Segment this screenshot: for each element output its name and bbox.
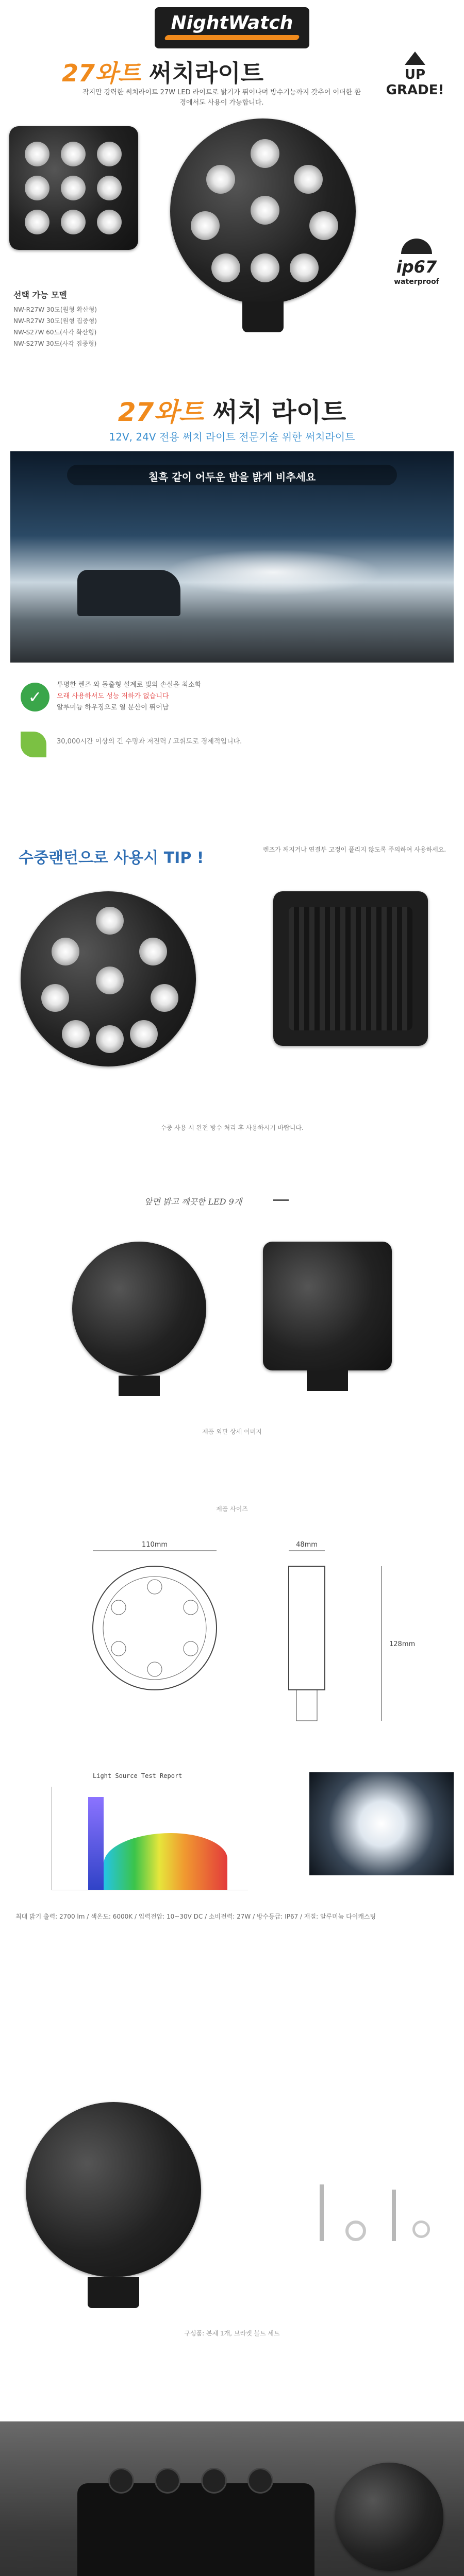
tip-caption: 수중 사용 시 완전 방수 처리 후 사용하시기 바랍니다. xyxy=(160,1124,304,1131)
led-outline xyxy=(184,1641,198,1656)
spectrum-blue-peak xyxy=(88,1797,104,1890)
dimension-drawing xyxy=(0,1525,464,1741)
logo-swoosh-icon xyxy=(164,35,300,40)
led-icon xyxy=(294,165,323,194)
vehicle-silhouette xyxy=(77,570,180,616)
side-outline xyxy=(289,1566,325,1690)
tip-heading: 수중랜턴으로 사용시 TIP ! xyxy=(19,849,204,867)
front-outline xyxy=(93,1566,217,1690)
led-icon xyxy=(97,176,122,200)
bracket-outline xyxy=(296,1690,317,1721)
gallery-square-lamp xyxy=(263,1242,392,1370)
intro-banner-photo xyxy=(10,451,454,663)
feature-1: 투명한 렌즈 와 돌출형 설계로 빛의 손실을 최소화 xyxy=(57,681,202,689)
umbrella-icon xyxy=(401,239,432,254)
mount-round-lamp xyxy=(26,2102,201,2277)
jeep-photo xyxy=(0,2421,464,2576)
led-icon xyxy=(62,1020,90,1048)
model-list xyxy=(13,304,168,349)
hero-title-accent: 27와트 xyxy=(62,59,141,87)
bolt-icon xyxy=(392,2190,396,2241)
hero-title xyxy=(62,55,330,89)
front-inner xyxy=(103,1577,206,1680)
heatsink-fins xyxy=(289,907,412,1030)
led-icon xyxy=(151,984,178,1012)
intro-note: 30,000시간 이상의 긴 수명과 저전력 / 고휘도로 경제적입니다. xyxy=(57,738,242,745)
lamp-bracket-image xyxy=(242,301,284,332)
led-icon xyxy=(251,196,279,225)
model-item: NW-S27W 60도(사각 확산형) xyxy=(13,329,97,336)
led-icon xyxy=(211,253,240,282)
gallery-handwrite: 앞면 밝고 깨끗한 LED 9개 xyxy=(144,1197,242,1207)
model-item: NW-S27W 30도(사각 집중형) xyxy=(13,340,97,347)
dimensions-section xyxy=(0,1504,464,1762)
intro-title xyxy=(0,392,464,429)
hero-desc: 작지만 강력한 써치라이트 27W LED 라이트로 밝기가 뛰어나며 방수기능까지 갖추어 어떠한 환경에서도 사용이 가능합니다. xyxy=(82,89,361,107)
upgrade-arrow-icon xyxy=(405,52,425,65)
led-icon xyxy=(251,139,279,168)
ip67-sub: waterproof xyxy=(394,278,439,286)
spectrum-section xyxy=(0,1762,464,2081)
mount-bracket xyxy=(88,2277,139,2308)
spectrum-title: Light Source Test Report xyxy=(93,1772,183,1780)
light-beam-photo xyxy=(309,1772,454,1875)
spectrum-chart xyxy=(52,1787,248,1890)
led-icon xyxy=(130,1020,158,1048)
led-icon xyxy=(25,142,49,166)
intro-title-rest: 써치 라이트 xyxy=(212,397,346,427)
mount-caption: 구성품: 본체 1개, 브라켓 볼트 세트 xyxy=(184,2330,280,2337)
led-icon xyxy=(290,253,319,282)
intro-section xyxy=(0,392,464,835)
ip67-text: ip67 xyxy=(396,257,437,277)
model-item: NW-R27W 30도(원형 확산형) xyxy=(13,306,97,313)
led-icon xyxy=(25,210,49,234)
washer-icon xyxy=(345,2221,366,2241)
led-icon xyxy=(25,176,49,200)
led-icon xyxy=(251,253,279,282)
washer-icon xyxy=(412,2221,430,2238)
led-outline xyxy=(111,1600,126,1615)
light-beam xyxy=(165,549,382,596)
gallery-section xyxy=(0,1185,464,1504)
feature-check-icon: ✓ xyxy=(21,683,49,711)
led-icon xyxy=(61,176,86,200)
feature-2: 오래 사용하셔도 성능 저하가 없습니다 xyxy=(57,692,169,700)
led-icon xyxy=(96,967,124,994)
upgrade-badge-text: UP GRADE! xyxy=(386,67,444,98)
spec-text: 최대 밝기 출력: 2700 lm / 색온도: 6000K / 입력전압: 10~30V DC / 소비전력: 27W / 방수등급: IP67 / 재질: 알루미늄 다이캐스팅 xyxy=(15,1913,376,1920)
led-outline xyxy=(111,1641,126,1656)
led-icon xyxy=(96,907,124,935)
gallery-round-lamp xyxy=(72,1242,206,1376)
led-icon xyxy=(97,210,122,234)
intro-title-accent: 27와트 xyxy=(118,397,204,427)
banner-caption: 칠흑 같이 어두운 밤을 밝게 비추세요 xyxy=(148,471,316,483)
led-icon xyxy=(206,165,235,194)
bolt-kit-image xyxy=(289,2184,443,2257)
application-section xyxy=(0,2391,464,2576)
front-width-label: 110mm xyxy=(141,1541,168,1549)
model-item: NW-R27W 30도(원형 집중형) xyxy=(13,317,97,325)
round-lamp-lit-image xyxy=(21,891,196,1066)
roof-light-icon xyxy=(155,2468,180,2494)
led-icon xyxy=(191,211,220,240)
hero-section xyxy=(0,0,464,392)
gallery-round-bracket xyxy=(119,1376,160,1396)
jeep-body xyxy=(77,2483,314,2576)
tip-text: 렌즈가 깨지거나 연결부 고정이 풀리지 않도록 주의하여 사용하세요. xyxy=(263,846,446,853)
model-title: 선택 가능 모델 xyxy=(13,290,67,300)
height-label: 128mm xyxy=(389,1640,416,1648)
led-outline xyxy=(184,1600,198,1615)
intro-subtitle: 12V, 24V 전용 써치 라이트 전문기술 위한 써치라이트 xyxy=(109,431,355,443)
brand-logo xyxy=(155,7,309,48)
spectrum-broad xyxy=(104,1833,227,1890)
led-icon xyxy=(61,210,86,234)
roof-light-icon xyxy=(108,2468,134,2494)
gallery-square-bracket xyxy=(307,1370,348,1391)
bolt-icon xyxy=(320,2184,324,2241)
feature-3: 알루미늄 하우징으로 열 분산이 뛰어남 xyxy=(57,704,169,711)
logo-text: NightWatch xyxy=(171,12,293,33)
led-icon xyxy=(41,984,69,1012)
dimension-caption: 제품 사이즈 xyxy=(216,1505,248,1513)
led-icon xyxy=(139,938,167,965)
roof-light-icon xyxy=(247,2468,273,2494)
led-icon xyxy=(52,938,79,965)
tip-section xyxy=(0,835,464,1185)
mount-section xyxy=(0,2081,464,2391)
upgrade-badge xyxy=(384,52,446,113)
inset-lamp-image xyxy=(335,2463,443,2571)
led-outline xyxy=(147,1580,162,1594)
square-lamp-back-image xyxy=(273,891,428,1046)
feature-leaf-icon xyxy=(21,732,46,757)
square-lamp-image xyxy=(9,126,138,250)
ip67-badge xyxy=(386,234,448,296)
led-icon xyxy=(97,142,122,166)
arrow-icon xyxy=(273,1199,289,1201)
round-lamp-image xyxy=(170,118,356,304)
side-width-label: 48mm xyxy=(296,1541,318,1549)
led-icon xyxy=(309,211,338,240)
roof-light-icon xyxy=(201,2468,227,2494)
led-icon xyxy=(96,1025,124,1053)
led-icon xyxy=(61,142,86,166)
hero-title-rest: 써치라이트 xyxy=(148,59,264,87)
led-outline xyxy=(147,1662,162,1676)
gallery-caption: 제품 외관 상세 이미지 xyxy=(202,1428,262,1435)
